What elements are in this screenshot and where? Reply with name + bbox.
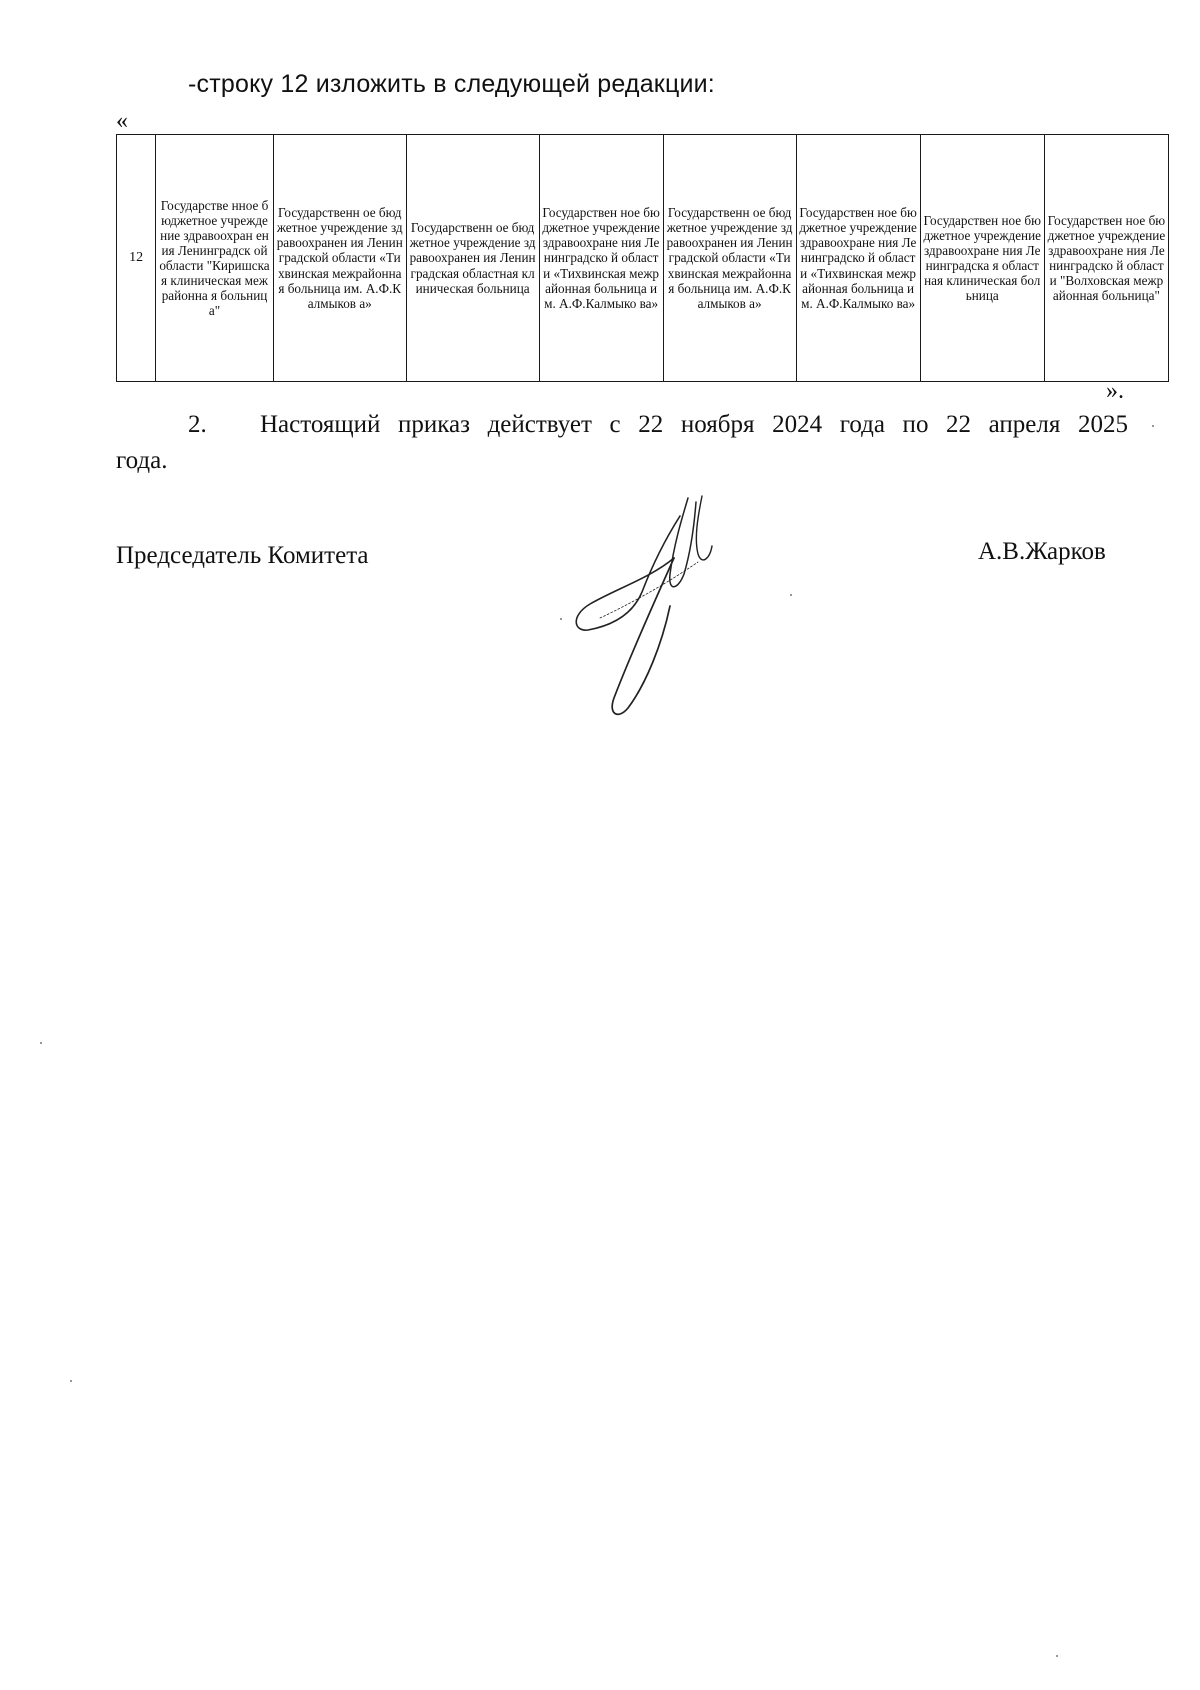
table-cell: Государственн ое бюджетное учреждение здравоохранен ия Ленинградской области «Тихвинская межрайонная больница им. А.Ф.Калмыков а» [663,135,796,382]
paragraph-text: Настоящий приказ действует с 22 ноября 2024 года по 22 апреля 2025 [260,411,1128,438]
scan-speck [560,618,562,620]
handwritten-signature [570,488,770,728]
signatory-name: А.В.Жарков [978,538,1106,565]
table-cell: Государствен ное бюджетное учреждение здравоохране ния Ленинградска я областная клиническая больница [920,135,1044,382]
scan-speck [1152,425,1154,427]
paragraph-tail: года. [116,447,168,474]
paragraph-item-2 [116,407,1131,479]
table-cell: Государственн ое бюджетное учреждение здравоохранен ия Ленинградская областная клиническая больница [406,135,539,382]
opening-quote: « [116,108,128,134]
table-cell: Государствен ное бюджетное учреждение здравоохране ния Ленинградско й области «Тихвинская межрайонная больница им. А.Ф.Калмыко ва» [539,135,663,382]
table-cell: Государстве нное бюджетное учреждение здравоохран ения Ленинградск ой области "Киришская клиническая межрайонна я больница" [156,135,274,382]
scan-speck [70,1380,72,1382]
amendment-intro: -строку 12 изложить в следующей редакции: [188,70,715,98]
row-number-cell: 12 [117,135,156,382]
scan-speck [40,1042,42,1044]
closing-quote: ». [1106,378,1124,404]
table-cell: Государственн ое бюджетное учреждение здравоохранен ия Ленинградской области «Тихвинская межрайонная больница им. А.Ф.Калмыков а» [273,135,406,382]
scan-speck [790,594,792,596]
amended-row-table [116,134,1169,382]
scan-speck [1056,1655,1058,1657]
paragraph-number: 2. [188,411,207,438]
table-cell: Государствен ное бюджетное учреждение здравоохране ния Ленинградско й области «Тихвинская межрайонная больница им. А.Ф.Калмыко ва» [796,135,920,382]
signatory-position: Председатель Комитета [116,542,369,569]
table-cell: Государствен ное бюджетное учреждение здравоохране ния Ленинградско й области "Волховская межрайонная больница" [1044,135,1168,382]
table-row [117,135,1169,382]
